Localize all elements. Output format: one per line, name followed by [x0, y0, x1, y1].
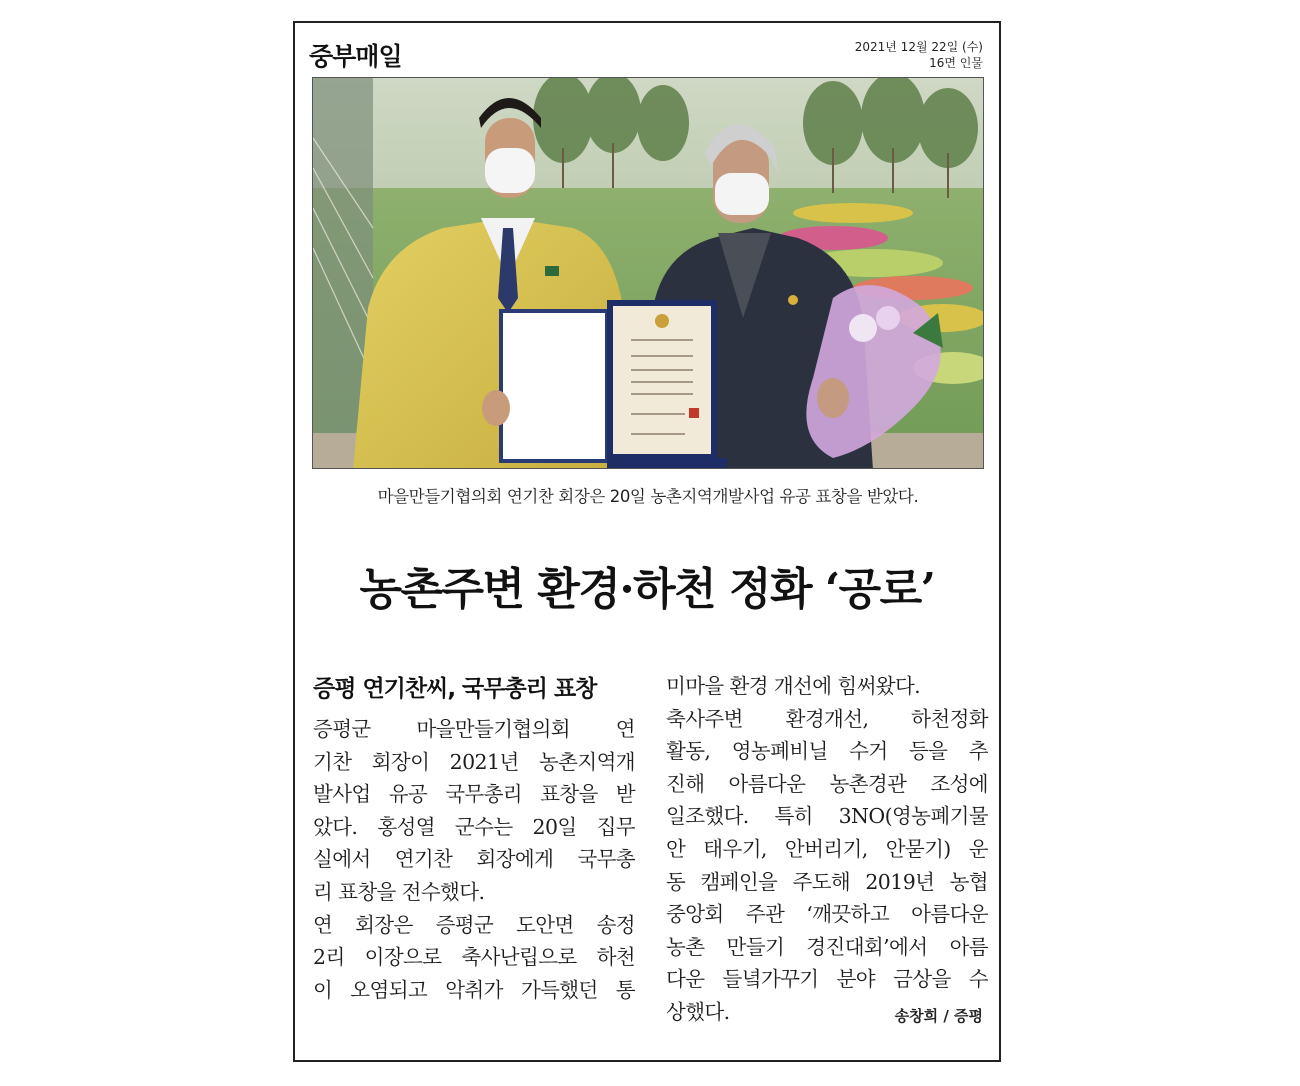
body-line: 축사주변 환경개선, 하천정화: [666, 706, 988, 731]
article-column-left: [313, 669, 635, 1006]
newspaper-clipping: [293, 21, 1001, 1062]
body-line: 미마을 환경 개선에 힘써왔다.: [666, 674, 921, 698]
body-line: 활동, 영농폐비닐 수거 등을 추: [666, 739, 988, 764]
body-line: 리 표창을 전수했다.: [313, 879, 485, 904]
body-line: 일조했다. 특히 3NO(영농폐기물: [666, 804, 988, 829]
article-byline: 송창희 / 증평: [894, 1007, 983, 1025]
newspaper-masthead: 중부매일: [309, 42, 402, 71]
photo-caption: 마을만들기협의회 연기찬 회장은 20일 농촌지역개발사업 유공 표창을 받았다.: [377, 487, 919, 506]
body-line: 연 회장은 증평군 도안면 송정: [313, 912, 635, 937]
body-line: 발사업 유공 국무총리 표창을 받: [313, 782, 635, 807]
article-headline: 농촌주변 환경·하천 정화 ‘공로’: [359, 564, 935, 615]
body-line: 2리 이장으로 축사난립으로 하천: [313, 945, 635, 970]
body-line: 중앙회 주관 ‘깨끗하고 아름다운: [666, 902, 988, 927]
body-line: 증평군 마을만들기협의회 연: [313, 717, 635, 741]
body-line: 동 캠페인을 주도해 2019년 농협: [666, 869, 988, 894]
article-subheadline: 증평 연기찬씨, 국무총리 표창: [313, 676, 597, 702]
award-ceremony-photo-icon: [313, 78, 984, 469]
body-line: 기찬 회장이 2021년 농촌지역개: [313, 749, 635, 774]
body-line: 안 태우기, 안버리기, 안묻기) 운: [666, 836, 988, 861]
body-line: 실에서 연기찬 회장에게 국무총: [313, 847, 635, 872]
body-line: 진해 아름다운 농촌경관 조성에: [666, 771, 988, 796]
issue-date: 2021년 12월 22일 (수): [854, 40, 983, 54]
body-line: 이 오염되고 악취가 가득했던 통: [313, 977, 635, 1002]
body-line: 상했다.: [666, 999, 730, 1024]
body-line: 다운 들녘가꾸기 분야 금상을 수: [666, 967, 988, 992]
award-photo: [312, 77, 984, 469]
dateline: [855, 39, 983, 71]
body-line: 았다. 홍성열 군수는 20일 집무: [313, 814, 635, 839]
article-column-right: [666, 670, 988, 1029]
page-section: 16면 인물: [929, 56, 983, 70]
body-line: 농촌 만들기 경진대회’에서 아름: [666, 934, 988, 959]
